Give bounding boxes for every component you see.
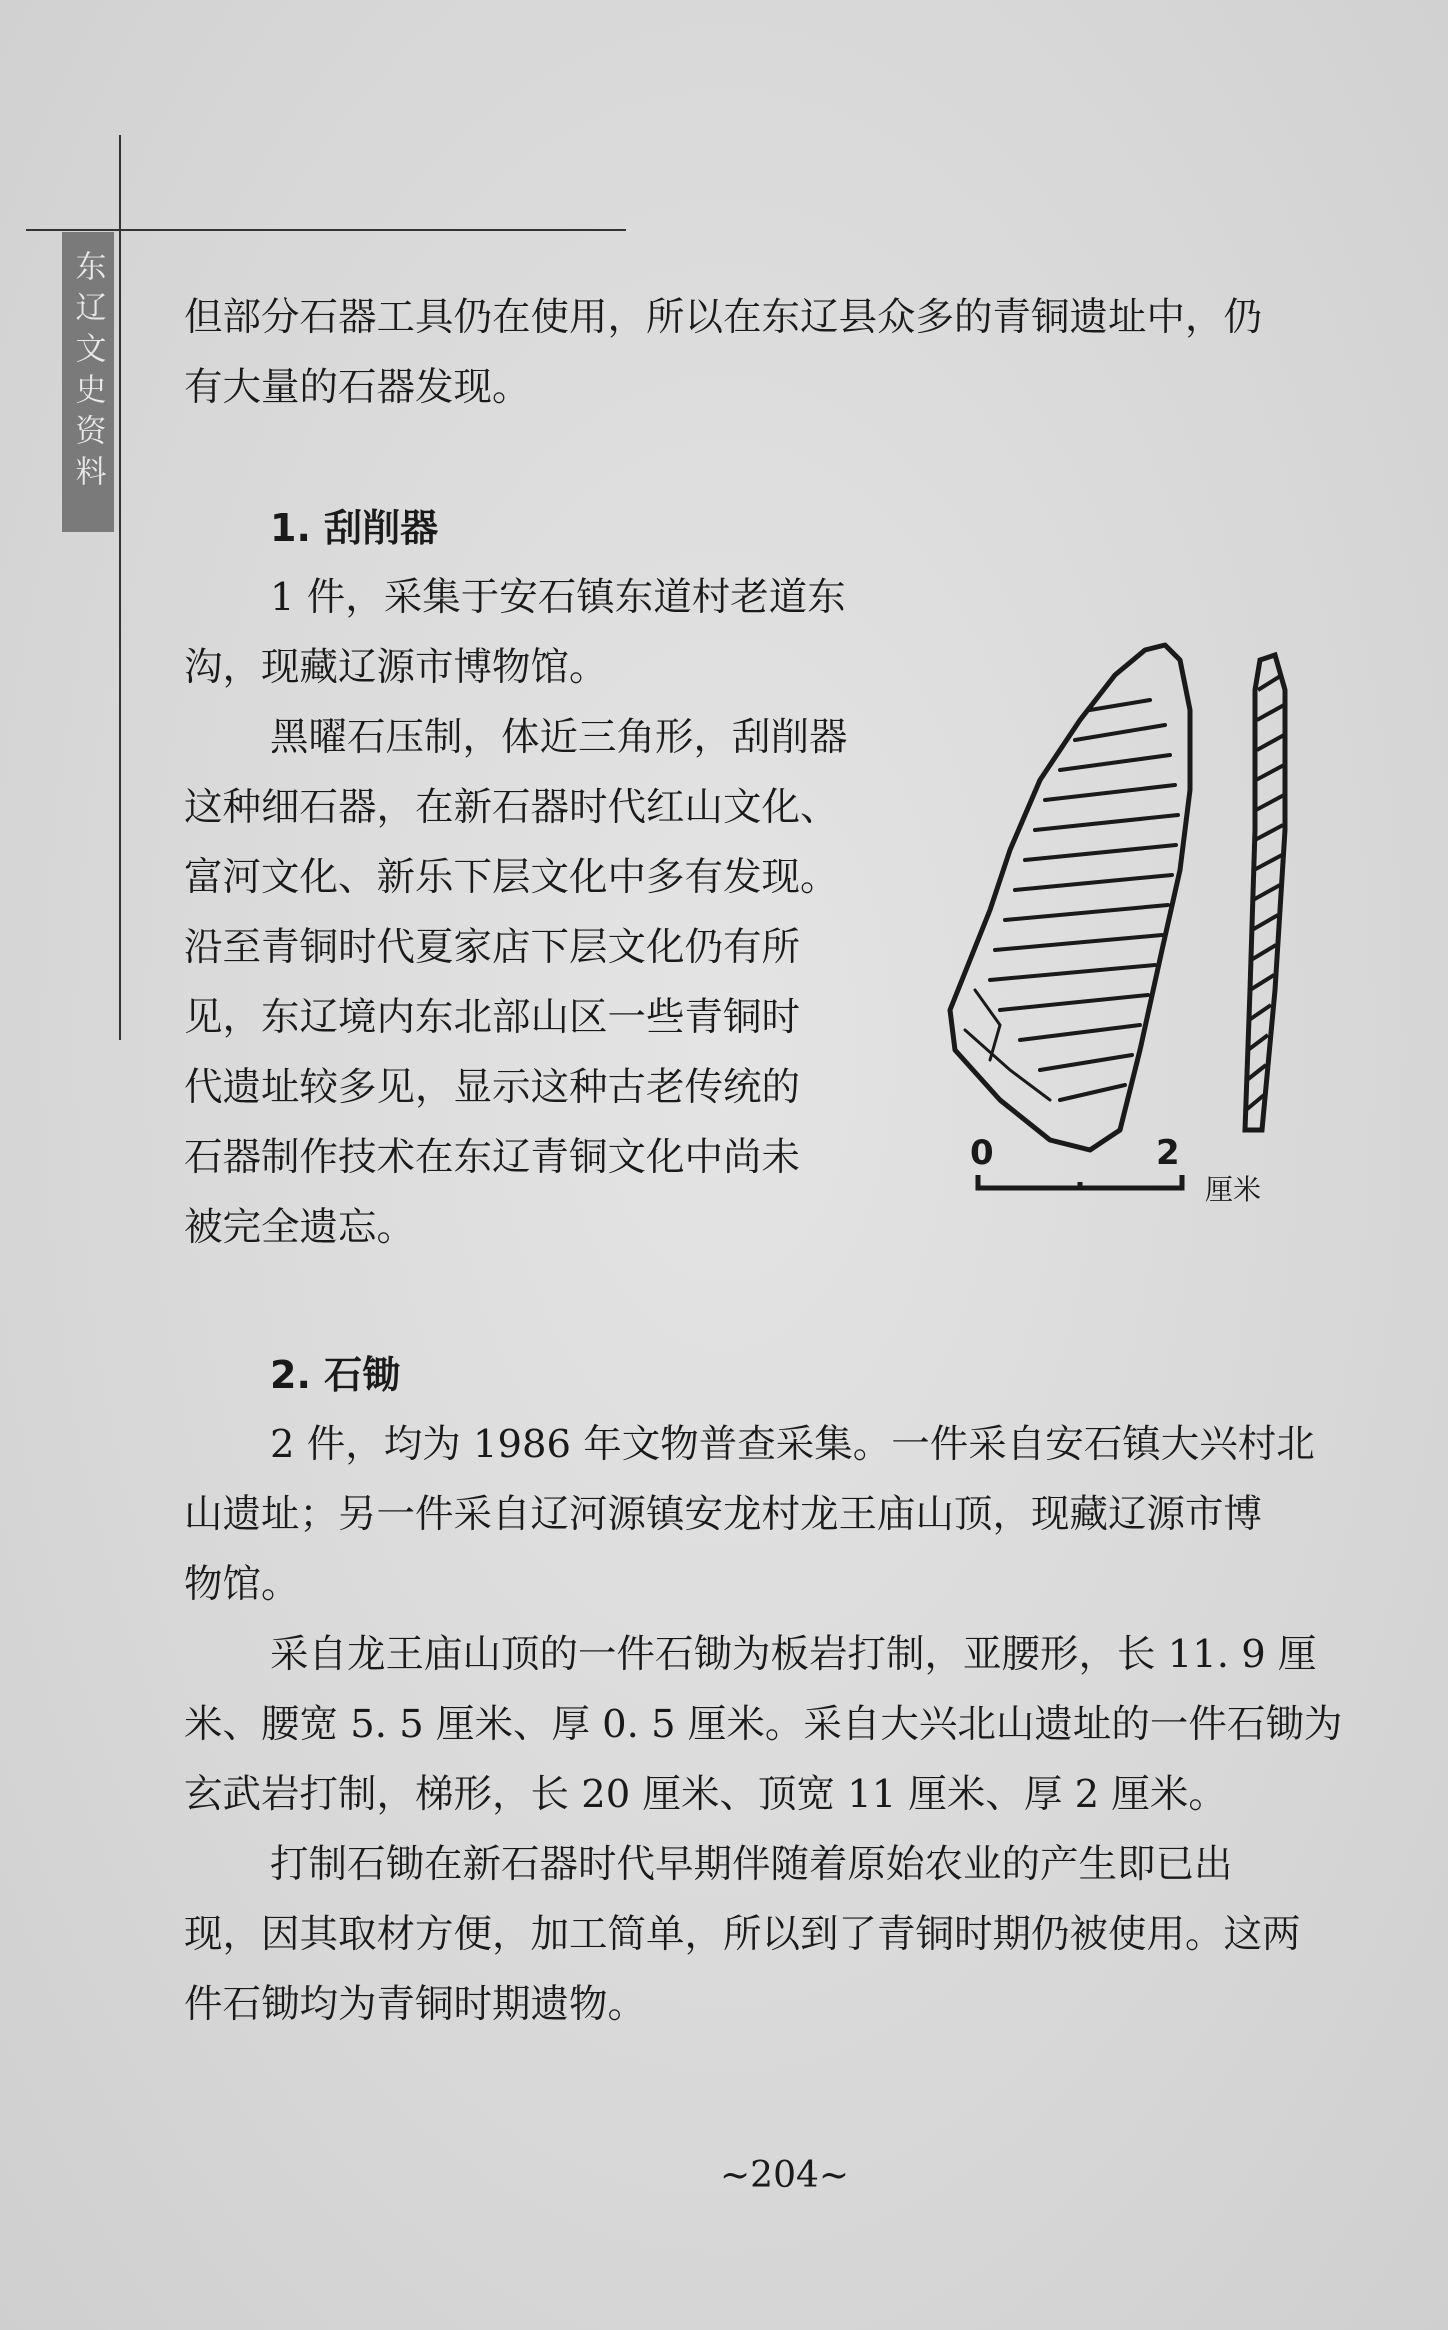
- paragraph-line: 1 件，采集于安石镇东道村老道东: [270, 575, 846, 620]
- paragraph-line: 石器制作技术在东辽青铜文化中尚未: [184, 1135, 801, 1180]
- page-number: ~204~: [720, 2155, 850, 2196]
- side-title-tab: [62, 232, 114, 532]
- section-heading-hoe: 2. 石锄: [270, 1353, 401, 1397]
- flake-scars: [965, 700, 1178, 1100]
- paragraph-line: 见，东辽境内东北部山区一些青铜时: [184, 995, 801, 1040]
- paragraph-line: 沟，现藏辽源市博物馆。: [184, 645, 608, 690]
- header-horizontal-rule: [26, 229, 626, 231]
- paragraph-line: 山遗址；另一件采自辽河源镇安龙村龙王庙山顶，现藏辽源市博: [184, 1492, 1263, 1537]
- paragraph-line: 现，因其取材方便，加工简单，所以到了青铜时期仍被使用。这两: [184, 1912, 1301, 1957]
- section-heading-scraper: 1. 刮削器: [270, 506, 439, 550]
- paragraph-line: 这种细石器，在新石器时代红山文化、: [184, 785, 839, 830]
- paragraph-line: 富河文化、新乐下层文化中多有发现。: [184, 855, 839, 900]
- paragraph-line: 但部分石器工具仍在使用，所以在东辽县众多的青铜遗址中，仍: [184, 295, 1263, 340]
- paragraph-line: 玄武岩打制，梯形，长 20 厘米、顶宽 11 厘米、厚 2 厘米。: [184, 1772, 1227, 1817]
- paragraph-line: 代遗址较多见，显示这种古老传统的: [184, 1065, 801, 1110]
- paragraph-line: 物馆。: [184, 1562, 300, 1607]
- paragraph-line: 被完全遗忘。: [184, 1205, 416, 1250]
- scale-start-label: 0: [970, 1133, 994, 1173]
- paragraph-line: 米、腰宽 5. 5 厘米、厚 0. 5 厘米。采自大兴北山遗址的一件石锄为: [184, 1702, 1343, 1747]
- scale-end-label: 2: [1156, 1133, 1180, 1173]
- paragraph-line: 黑曜石压制，体近三角形，刮削器: [270, 715, 848, 760]
- scraper-outline: [950, 645, 1190, 1150]
- margin-vertical-rule: [119, 135, 121, 1040]
- paragraph-line: 沿至青铜时代夏家店下层文化仍有所: [184, 925, 801, 970]
- paragraph-line: 件石锄均为青铜时期遗物。: [184, 1982, 647, 2027]
- scale-bar: [978, 1175, 1182, 1188]
- paragraph-line: 2 件，均为 1986 年文物普查采集。一件采自安石镇大兴村北: [270, 1422, 1315, 1467]
- scale-unit-label: 厘米: [1205, 1173, 1262, 1206]
- scraper-illustration: [940, 630, 1320, 1210]
- paragraph-line: 有大量的石器发现。: [184, 365, 531, 410]
- side-book-title: 东辽文史资料: [69, 250, 106, 496]
- paragraph-line: 采自龙王庙山顶的一件石锄为板岩打制，亚腰形，长 11. 9 厘: [270, 1632, 1317, 1677]
- paragraph-line: 打制石锄在新石器时代早期伴随着原始农业的产生即已出: [270, 1842, 1233, 1887]
